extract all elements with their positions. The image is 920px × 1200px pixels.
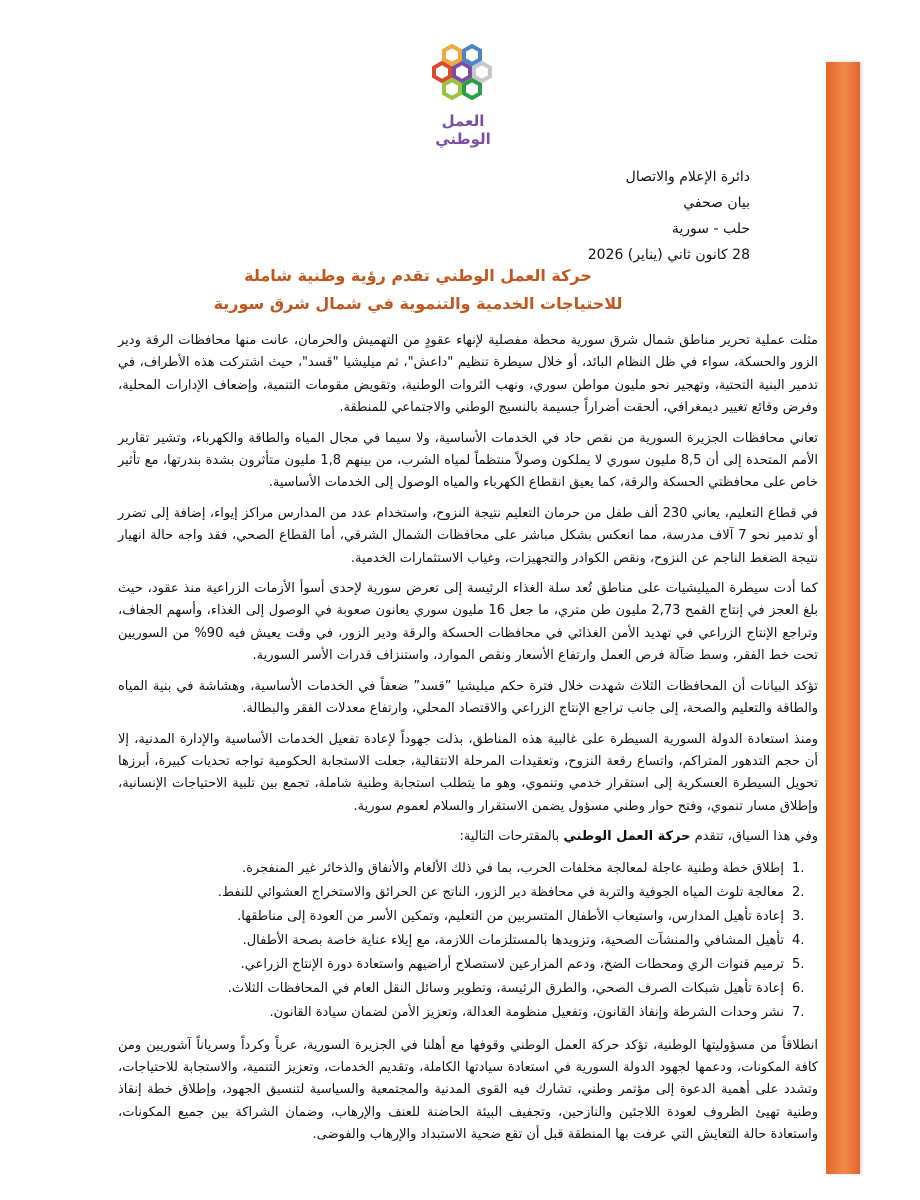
- title-line-2: للاحتياجات الخدمية والتنموية في شمال شرق سورية: [213, 294, 623, 313]
- hexagon-orange: [444, 46, 460, 64]
- hexagon-red: [434, 63, 450, 81]
- list-text: إعادة تأهيل المدارس، واستيعاب الأطفال المتسربين من التعليم، وتمكين الأسر من العودة إلى مناطقها.: [237, 908, 784, 924]
- hexagon-blue: [464, 46, 480, 64]
- list-item: [118, 977, 805, 1001]
- list-text: تأهيل المشافي والمنشآت الصحية، وتزويدها بالمستلزمات اللازمة، مع إيلاء عناية خاصة بصحة الأطفال.: [242, 932, 784, 948]
- list-number: 3.: [792, 908, 805, 924]
- logo-text: العمل الوطني: [435, 112, 491, 148]
- list-text: معالجة تلوث المياه الجوفية والتربة في محافظة دير الزور، الناتج عن الحرائق والاستخراج العشوائي للنفط.: [217, 884, 784, 900]
- list-item: [118, 857, 805, 881]
- list-item: [118, 929, 805, 953]
- paragraph: كما أدت سيطرة الميليشيات على مناطق تُعد سلة الغذاء الرئيسة إلى تعرض سورية لإحدى أسوأ الأزمات الزراعية منذ عقود، حيث بلغ العجز في إنتاج القمح 2,73 مليون طن متري، ما جعل 16 مليون سوري يعانون صعوبة في الوصول إلى الغذاء، وأسهم الجفاف، وتراجع الإنتاج الزراعي في تهديد الأمن الغذائي في محافظات الحسكة والرقة ودير الزور، في وقت يعيش فيه 90% من السوريين تحت خط الفقر، وسط ضآلة فرص العمل وارتفاع الأسعار ونقص الموارد، واستنزاف قدرات الأسر السورية.: [118, 581, 819, 664]
- paragraph: في قطاع التعليم، يعاني 230 ألف طفل من حرمان التعليم نتيجة النزوح، واستخدام عدد من المدارس مراكز إيواء، إضافة إلى تضرر أو تدمير نحو 7 آلاف مدرسة، مما انعكس بشكل مباشر على محافظات الشمال الشرقي، أما القطاع الصحي، فقد واجه حالة انهيار نتيجة الضغط الناجم عن النزوح، ونقص الكوادر والتجهيزات، وغياب الاستثمارات الخدمية.: [118, 505, 818, 566]
- hexagon-cluster-icon: [414, 40, 512, 112]
- page-title: [168, 262, 668, 318]
- intro-org-name: حركة العمل الوطني: [563, 829, 691, 845]
- list-number: 6.: [792, 980, 805, 996]
- list-number: 2.: [792, 884, 805, 900]
- list-item: [118, 953, 805, 977]
- orange-side-bar: [826, 62, 860, 1174]
- release-date: 28 كانون ثاني (يناير) 2026: [587, 247, 750, 263]
- paragraph: مثلت عملية تحرير مناطق شمال شرق سورية محطة مفصلية لإنهاء عقودٍ من التهميش والحرمان، عانت منها محافظات الرقة ودير الزور والحسكة، سواء في ظل النظام البائد، أو خلال سيطرة تنظيم "داعش"، ثم ميليشيا "قسد"، حيث اشتركت هذه الأطراف، في تدمير البنية التحتية، وتهجير نحو مليون مواطن سوري، ونهب الثروات الوطنية، وتقويض مقومات التنمية، وإضعاف الإدارات المحلية، وفرض وقائع تغيير ديمغرافي، ألحقت أضراراً جسيمة بالنسيج الوطني والاجتماعي للمنطقة.: [118, 333, 818, 416]
- paragraph: ومنذ استعادة الدولة السورية السيطرة على غالبية هذه المناطق، بذلت جهوداً لإعادة تفعيل الخدمات الأساسية والإدارة المدنية، إلا أن حجم التدهور المتراكم، واتساع رقعة النزوح، وتعقيدات المرحلة الانتقالية، جعلت الاستجابة الحكومية تواجه تحديات كبيرة، أبرزها تحويل السيطرة العسكرية إلى استقرار خدمي وتنموي، وهو ما يتطلب استجابة وطنية شاملة، تجمع بين تلبية الاحتياجات الإنسانية، وإطلاق مسار تنموي، وفتح حوار وطني مسؤول يضمن الاستقرار والسلام لعموم سورية.: [118, 731, 818, 814]
- list-item: [118, 905, 805, 929]
- list-item: [118, 881, 805, 905]
- location: حلب - سورية: [671, 221, 750, 237]
- intro-after: بالمقترحات التالية:: [459, 829, 564, 845]
- closing-paragraph: انطلاقاً من مسؤوليتها الوطنية، تؤكد حركة العمل الوطني وقوفها مع أهلنا في الجزيرة السورية، عرباً وكرداً وسرياناً آشوريين ومن كافة المكونات، ودعمها لجهود الدولة السورية في استعادة سيادتها الكاملة، وتقديم الخدمات، وتعزيز التنمية، والاستجابة للاحتياجات، وتشدد على أهمية الدعوة إلى مؤتمر وطني، تشارك فيه القوى المدنية والمجتمعية والسياسية لتنسيق الجهود، وإطلاق خطة إنقاذ وطنية تهيئ الظروف لعودة اللاجئين والنازحين، وتجفيف البيئة الحاضنة للعنف والإرهاب، وضمان الشراكة بين جميع المكونات، واستعادة حالة التعايش التي عرفت بها المنطقة قبل أن تقع ضحية الاستبداد والإرهاب والفوضى.: [118, 1037, 818, 1143]
- proposals-list: [118, 857, 818, 1025]
- header-info: [450, 164, 750, 268]
- logo: [414, 40, 512, 148]
- list-text: إطلاق خطة وطنية عاجلة لمعالجة مخلفات الحرب، بما في ذلك الألغام والأنفاق والذخائر غير المنفجرة.: [242, 860, 784, 876]
- intro-before: وفي هذا السياق، تتقدم: [690, 829, 818, 845]
- list-number: 5.: [792, 956, 805, 972]
- hexagon-gray: [474, 63, 490, 81]
- list-text: ترميم قنوات الري ومحطات الضخ، ودعم المزارعين لاستصلاح أراضيهم واستعادة دورة الإنتاج الزراعي.: [240, 956, 784, 972]
- hexagon-dark-green: [464, 80, 480, 98]
- list-text: نشر وحدات الشرطة وإنفاذ القانون، وتفعيل منظومة العدالة، وتعزيز الأمن لضمان سيادة القانون.: [269, 1004, 784, 1020]
- list-text: إعادة تأهيل شبكات الصرف الصحي، والطرق الرئيسة، وتطوير وسائل النقل العام في المحافظات الثلاث.: [227, 980, 784, 996]
- title-line-1: حركة العمل الوطني تقدم رؤية وطنية شاملة: [244, 266, 592, 285]
- document-type: بيان صحفي: [683, 195, 750, 211]
- paragraph: تؤكد البيانات أن المحافظات الثلاث شهدت خلال فترة حكم ميليشيا ”قسد” ضعفاً في الخدمات الأساسية، وهشاشة في بنية المياه والطاقة والتعليم والصحة، إلى جانب تراجع الإنتاج الزراعي والاقتصاد المحلي، وارتفاع معدلات الفقر والبطالة.: [118, 678, 818, 717]
- body-text: [118, 330, 818, 1155]
- list-item: [118, 1001, 805, 1025]
- department-name: دائرة الإعلام والاتصال: [625, 169, 750, 185]
- proposals-intro: [118, 826, 818, 848]
- hexagon-green: [444, 80, 460, 98]
- list-number: 4.: [792, 932, 805, 948]
- list-number: 1.: [792, 860, 805, 876]
- list-number: 7.: [792, 1004, 805, 1020]
- paragraph: تعاني محافظات الجزيرة السورية من نقص حاد في الخدمات الأساسية، ولا سيما في مجال المياه والطاقة والكهرباء، وتشير تقارير الأمم المتحدة إلى أن 8,5 مليون سوري لا يملكون وصولاً منتظماً لمياه الشرب، من بينهم 1,8 مليون متأثرون بشدة بندرتها، مع تأثير خاص على محافظتي الحسكة والرقة، كما يعيق انقطاع الكهرباء والمياه الوصول إلى الخدمات الأساسية.: [118, 430, 818, 491]
- hexagon-purple: [454, 63, 470, 81]
